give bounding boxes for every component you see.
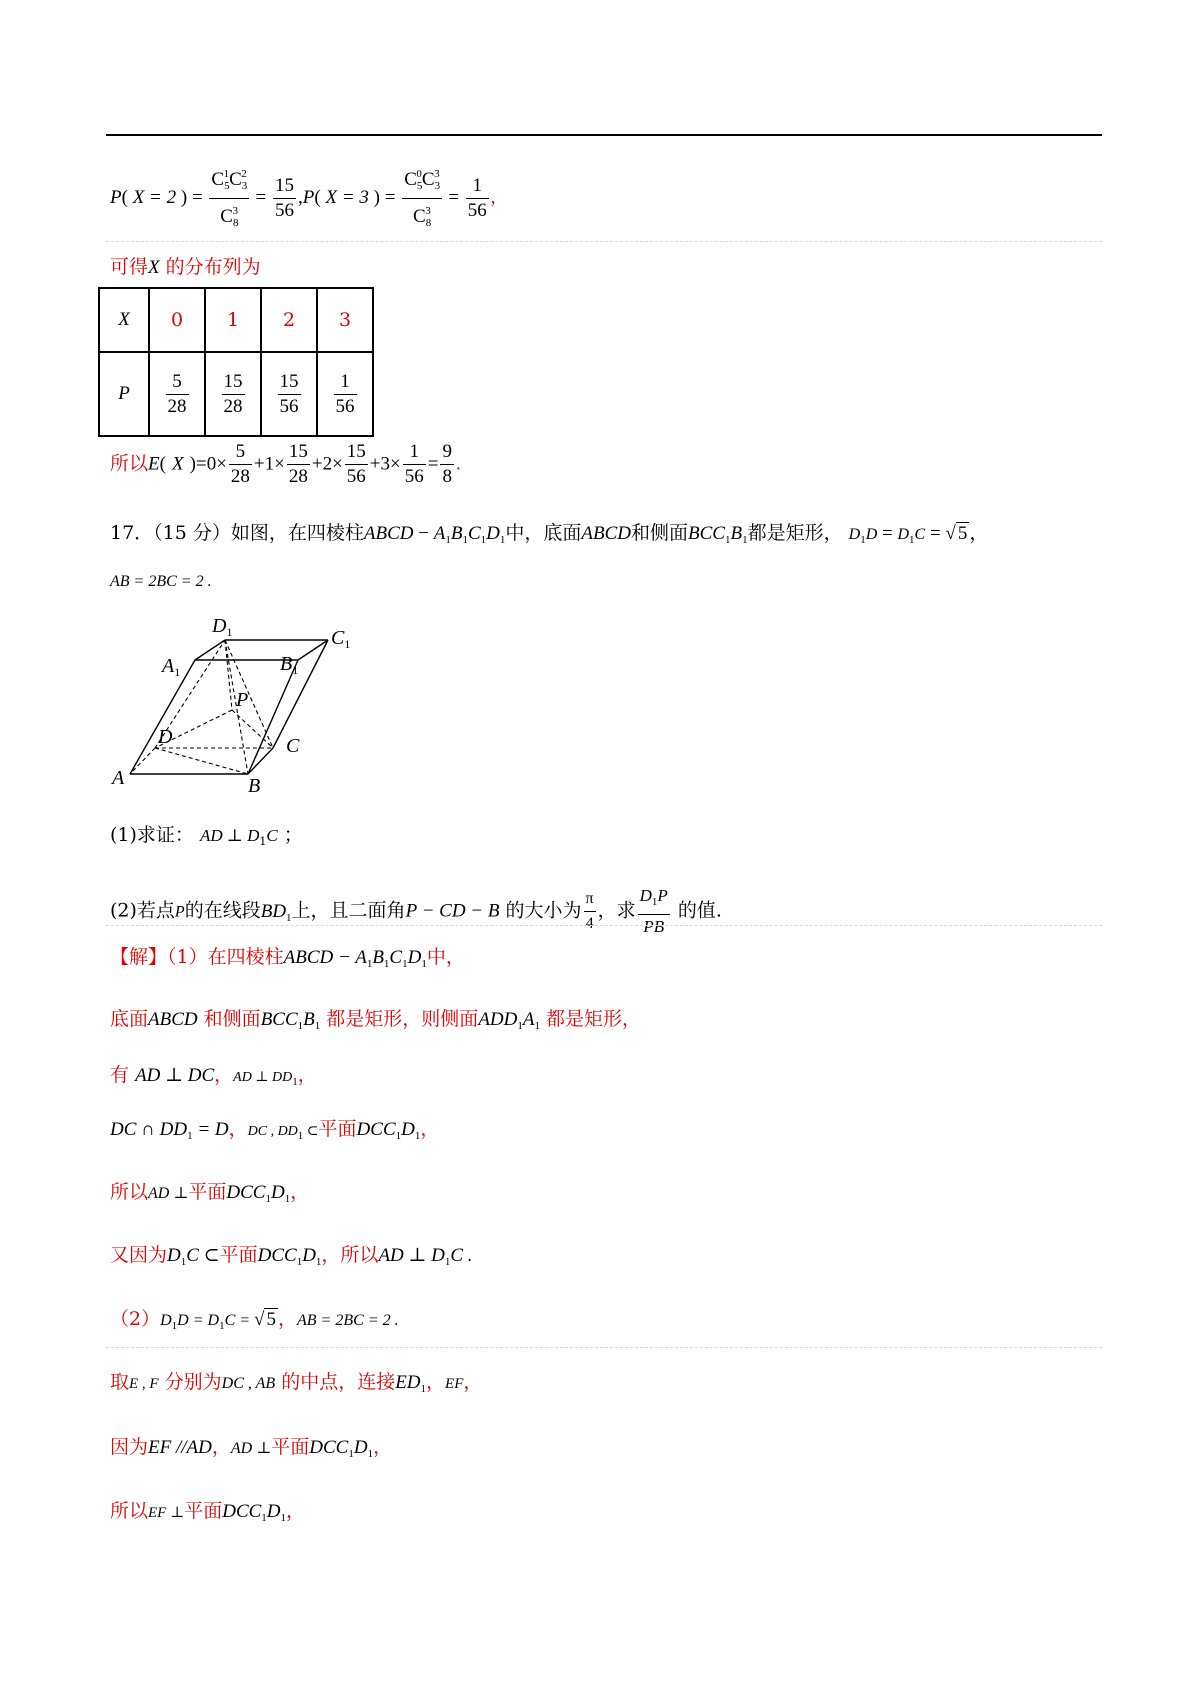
label-d1: $D_1$: [212, 615, 233, 639]
expectation-line: 所以E( X )=0× $\frac{5}{28}$ +1× $\frac{15}{28}$ +2× $\frac{15}{56}$ +3× $\frac{1}{56}$ = $\frac{9}{8}$ .: [110, 441, 461, 487]
table-cell: $\frac{15}{28}$: [205, 352, 261, 436]
label-b1: $B_1$: [280, 653, 299, 677]
solution-line-5: 所以AD ⊥平面$DCC_1D_1$，: [110, 1181, 310, 1205]
solution-line-3: 有 AD ⊥ DC，AD ⊥ $DD_1$，: [110, 1064, 317, 1088]
solution-line-4: DC ∩ $DD_1 = D$，DC , $DD_1$ ⊂平面$DCC_1D_1$，: [110, 1118, 440, 1142]
label-c: C: [286, 735, 300, 757]
table-row-label-p: P: [99, 352, 149, 436]
solution-line-6: 又因为$D_1C$ ⊂平面$DCC_1D_1$，所以AD ⊥ $D_1C$ .: [110, 1244, 473, 1268]
dist-intro: 可得X 的分布列为: [110, 256, 261, 278]
part1: (1)求证： AD ⊥ $D_1C$ ；: [110, 824, 303, 848]
problem17-statement: 17．（15 分）如图，在四棱柱ABCD − $A_1B_1C_1D_1$中，底面ABCD和侧面$BCC_1B_1$都是矩形， $D_1D = D_1C$ = √ 5 ，: [110, 522, 989, 546]
solution-line-10: 所以EF ⊥平面$DCC_1D_1$，: [110, 1500, 306, 1524]
table-cell: 2: [261, 288, 317, 352]
label-a1: $A_1$: [162, 655, 181, 679]
label-c1: $C_1$: [331, 627, 351, 651]
part2: (2)若点P的在线段$BD_1$上，且二面角P − CD − B 的大小为 $\frac{\pi}{4}$ ，求 $\frac{D_1P}{PB}$ 的值.: [110, 886, 722, 936]
label-b: B: [248, 775, 261, 797]
table-cell: $\frac{1}{56}$: [317, 352, 373, 436]
table-cell: 0: [149, 288, 205, 352]
solution-line-1: 【解】（1）在四棱柱ABCD − $A_1B_1C_1D_1$中，: [110, 946, 465, 970]
divider: [106, 241, 1102, 242]
table-cell: $\frac{5}{28}$: [149, 352, 205, 436]
label-a: A: [112, 767, 125, 789]
p3-combination-fraction: $\frac{C_5^0C_3^3}{C_8^3}$: [402, 162, 441, 235]
label-d: D: [158, 726, 173, 748]
distribution-table: [98, 287, 374, 437]
solution-line-7: $(2)D_1D = D_1C$ = √ 5 ，AB = 2BC = 2 .: [110, 1308, 399, 1332]
problem17-condition: AB = 2BC = 2 .: [110, 573, 212, 590]
prism-figure: [100, 600, 390, 800]
table-row-label-x: X: [99, 288, 149, 352]
header-rule: [106, 134, 1102, 136]
table-cell: 3: [317, 288, 373, 352]
probability-line: P( X = 2 ) = $\frac{C_5^1C_3^2}{C_8^3}$ = $\frac{15}{56}$ ,P( X = 3 ) = $\frac{C_5^0C_3^3}{C_8^3}$ = $\frac{1}{56}$ ,: [110, 162, 496, 235]
table-cell: $\frac{15}{56}$: [261, 352, 317, 436]
divider: [106, 925, 1102, 926]
solution-line-2: 底面ABCD 和侧面$BCC_1B_1$ 都是矩形，则侧面$ADD_1A_1$ 都是矩形，: [110, 1008, 642, 1032]
divider: [106, 1347, 1102, 1348]
table-cell: 1: [205, 288, 261, 352]
p2-combination-fraction: $\frac{C_5^1C_3^2}{C_8^3}$: [209, 162, 248, 235]
label-p: P: [236, 689, 249, 711]
solution-line-8: 取E , F 分别为DC , AB 的中点，连接$ED_1$，EF，: [110, 1371, 483, 1395]
solution-line-9: 因为EF //AD，AD ⊥平面$DCC_1D_1$，: [110, 1436, 393, 1460]
